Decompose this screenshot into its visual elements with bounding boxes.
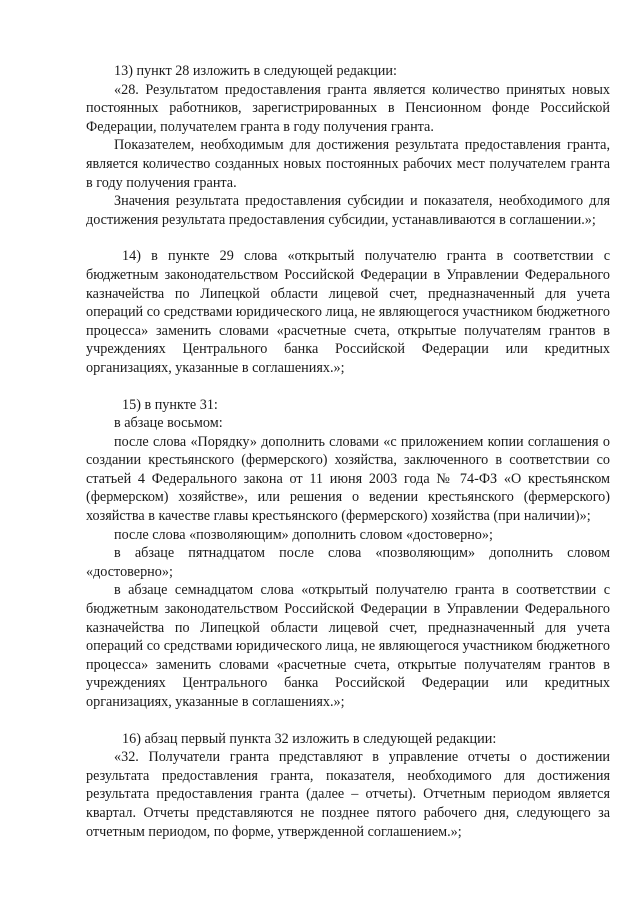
section-13-heading: 13) пункт 28 изложить в следующей редакции: xyxy=(114,63,397,79)
section-15-item-4: в абзаце пятнадцатом после слова «позволяющим» дополнить словом «достоверно»; xyxy=(86,545,610,580)
section-13-paragraph-1: «28. Результатом предоставления гранта является количество принятых новых постоянных работников, зарегистрированных в Пенсионном фонде Российской Федерации, получателем гранта в году получения гранта. xyxy=(86,81,610,135)
paragraph-gap xyxy=(86,712,610,730)
section-14-text: 14) в пункте 29 слова «открытый получателю гранта в соответствии с бюджетным законодательством Российской Федерации в Управлении Федерального казначейства по Липецкой области лицевой счет, предназначенный для учета операций со средствами юридического лица, не являющегося участником бюджетного процесса» заменить словами «расчетные счета, открытые получателям грантов в учреждениях Центрального банка Российской Федерации или кредитных организациях, указанные в соглашениях.»; xyxy=(86,248,610,376)
section-16-heading: 16) абзац первый пункта 32 изложить в следующей редакции: xyxy=(122,730,497,747)
section-15-item-5: в абзаце семнадцатом слова «открытый получателю гранта в соответствии с бюджетным законодательством Российской Федерации в Управлении Федерального казначейства по Липецкой области лицевой счет, предназначенный для учета операций со средствами юридического лица, не являющегося участником бюджетного процесса» заменить словами «расчетные счета, открытые получателям грантов в учреждениях Центрального банка Российской Федерации или кредитных организациях, указанные в соглашениях.»; xyxy=(86,582,610,710)
section-13-paragraph-2: Показателем, необходимым для достижения результата предоставления гранта, является количество созданных новых постоянных рабочих мест получателем гранта в году получения гранта. xyxy=(86,137,610,191)
paragraph-gap xyxy=(86,378,610,396)
section-15-item-3: после слова «позволяющим» дополнить словом «достоверно»; xyxy=(114,526,493,543)
section-16-paragraph-1: «32. Получатели гранта представляют в управление отчеты о достижении результата предоставления гранта, показателя, необходимого для достижения результата предоставления гранта (далее – отчеты). Отчетным периодом является квартал. Отчеты представляются не позднее пятого рабочего дня, следующего за отчетным периодом, по форме, утвержденной соглашением.»; xyxy=(86,749,610,840)
section-15-item-1: в абзаце восьмом: xyxy=(114,415,223,432)
section-13-paragraph-3: Значения результата предоставления субсидии и показателя, необходимого для достижения результата предоставления субсидии, устанавливаются в соглашении.»; xyxy=(86,193,610,228)
section-15-item-2: после слова «Порядку» дополнить словами «с приложением копии соглашения о создании крестьянского (фермерского) хозяйства, заключенного в соответствии со статьей 4 Федерального закона от 11 июня 2003 года № 74-ФЗ «О крестьянском (фермерском) хозяйстве», или решения о ведении крестьянского (фермерского) хозяйства в качестве главы крестьянского (фермерского) хозяйства (при наличии)»; xyxy=(86,433,610,525)
paragraph-gap xyxy=(86,229,610,247)
section-15-heading: 15) в пункте 31: xyxy=(122,396,218,413)
